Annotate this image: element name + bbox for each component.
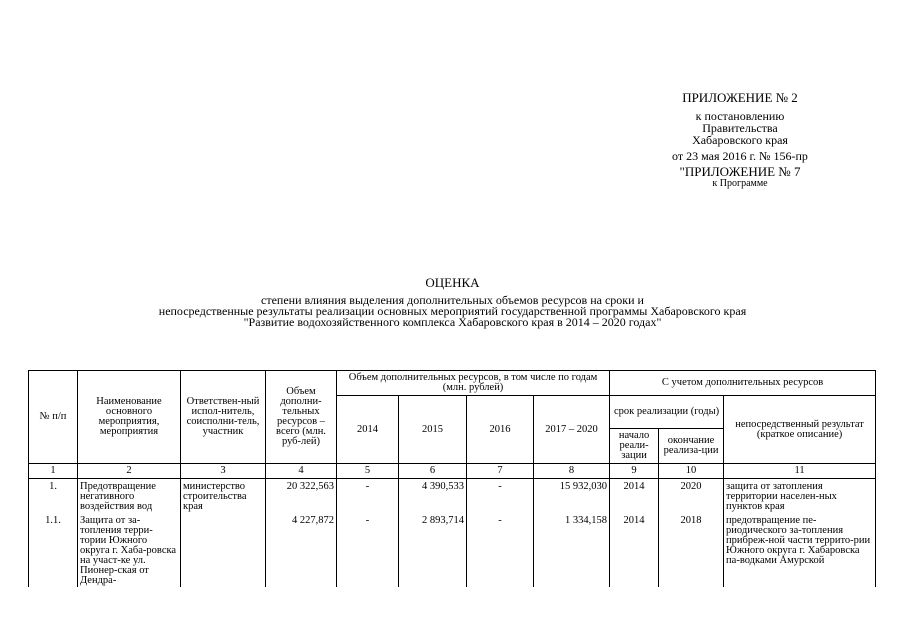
cell-volume: 20 322,563	[266, 479, 337, 514]
header-year-2014: 2014	[337, 396, 399, 464]
header-year-2017-2020: 2017 – 2020	[534, 396, 610, 464]
cell-num: 1.1.	[29, 513, 78, 587]
document-title-block	[40, 275, 865, 328]
cell-num: 1.	[29, 479, 78, 514]
cell-end: 2018	[659, 513, 724, 587]
header-term-group: срок реализации (годы)	[610, 396, 724, 429]
column-numbers-row	[29, 464, 876, 479]
col-number: 6	[399, 464, 467, 479]
cell-2017-2020: 1 334,158	[534, 513, 610, 587]
cell-2014: -	[337, 479, 399, 514]
col-number: 4	[266, 464, 337, 479]
col-number: 7	[467, 464, 534, 479]
col-number: 9	[610, 464, 659, 479]
cell-end: 2020	[659, 479, 724, 514]
header-num: № п/п	[29, 371, 78, 464]
col-number: 11	[724, 464, 876, 479]
header-end: окончание реализа-ции	[659, 429, 724, 464]
cell-start: 2014	[610, 513, 659, 587]
appendix-authority-region: Хабаровского края	[692, 133, 788, 147]
cell-result: защита от затопления территории населен-ных пунктов края	[724, 479, 876, 514]
col-number: 3	[181, 464, 266, 479]
appendix-ref: к постановлению	[695, 109, 785, 123]
header-volume: Объем дополни-тельных ресурсов – всего (млн. руб-лей)	[266, 371, 337, 464]
col-number: 2	[78, 464, 181, 479]
appendix-authority: Правительства	[702, 121, 778, 135]
cell-responsible: министерство строительства края	[181, 479, 266, 514]
document-subtitle-line3: "Развитие водохозяйственного комплекса Хабаровского края в 2014 – 2020 годах"	[243, 315, 662, 329]
header-result: непосредственный результат (краткое описание)	[724, 396, 876, 464]
table-row	[29, 479, 876, 514]
cell-name: Предотвращение негативного воздействия вод	[78, 479, 181, 514]
document-subtitle-line2: непосредственные результаты реализации основных мероприятий государственной программы Хабаровского края	[158, 304, 747, 318]
assessment-table	[28, 370, 876, 587]
appendix-program-ref: к Программе	[712, 178, 768, 189]
cell-2014: -	[337, 513, 399, 587]
cell-2017-2020: 15 932,030	[534, 479, 610, 514]
appendix-date: от 23 мая 2016 г. № 156-пр	[672, 149, 808, 163]
col-number: 5	[337, 464, 399, 479]
header-year-2016: 2016	[467, 396, 534, 464]
cell-result: предотвращение пе-риодического за-топления прибреж-ной части террито-рии Южного округа г. Хабаровска па-водками Амурской	[724, 513, 876, 587]
document-subtitle-line1: степени влияния выделения дополнительных объемов ресурсов на сроки и	[261, 293, 644, 307]
header-name: Наименование основного мероприятия, мероприятия	[78, 371, 181, 464]
document-title: ОЦЕНКА	[425, 275, 480, 290]
header-start: начало реали-зации	[610, 429, 659, 464]
cell-2016: -	[467, 513, 534, 587]
table-row	[29, 513, 876, 587]
appendix-subtitle: "ПРИЛОЖЕНИЕ № 7	[679, 164, 801, 179]
header-with-additional-group: С учетом дополнительных ресурсов	[610, 371, 876, 396]
cell-volume: 4 227,872	[266, 513, 337, 587]
header-additional-group: Объем дополнительных ресурсов, в том числе по годам (млн. рублей)	[337, 371, 610, 396]
header-responsible: Ответствен-ный испол-нитель, соисполни-тель, участник	[181, 371, 266, 464]
cell-responsible	[181, 513, 266, 587]
cell-2015: 4 390,533	[399, 479, 467, 514]
cell-2015: 2 893,714	[399, 513, 467, 587]
appendix-title: ПРИЛОЖЕНИЕ № 2	[682, 90, 798, 105]
cell-2016: -	[467, 479, 534, 514]
cell-name: Защита от за-топления терри-тории Южного округа г. Хаба-ровска на участ-ке ул. Пионер-ская от Дендра-	[78, 513, 181, 587]
cell-start: 2014	[610, 479, 659, 514]
col-number: 1	[29, 464, 78, 479]
appendix-header	[640, 90, 840, 189]
col-number: 10	[659, 464, 724, 479]
col-number: 8	[534, 464, 610, 479]
header-year-2015: 2015	[399, 396, 467, 464]
